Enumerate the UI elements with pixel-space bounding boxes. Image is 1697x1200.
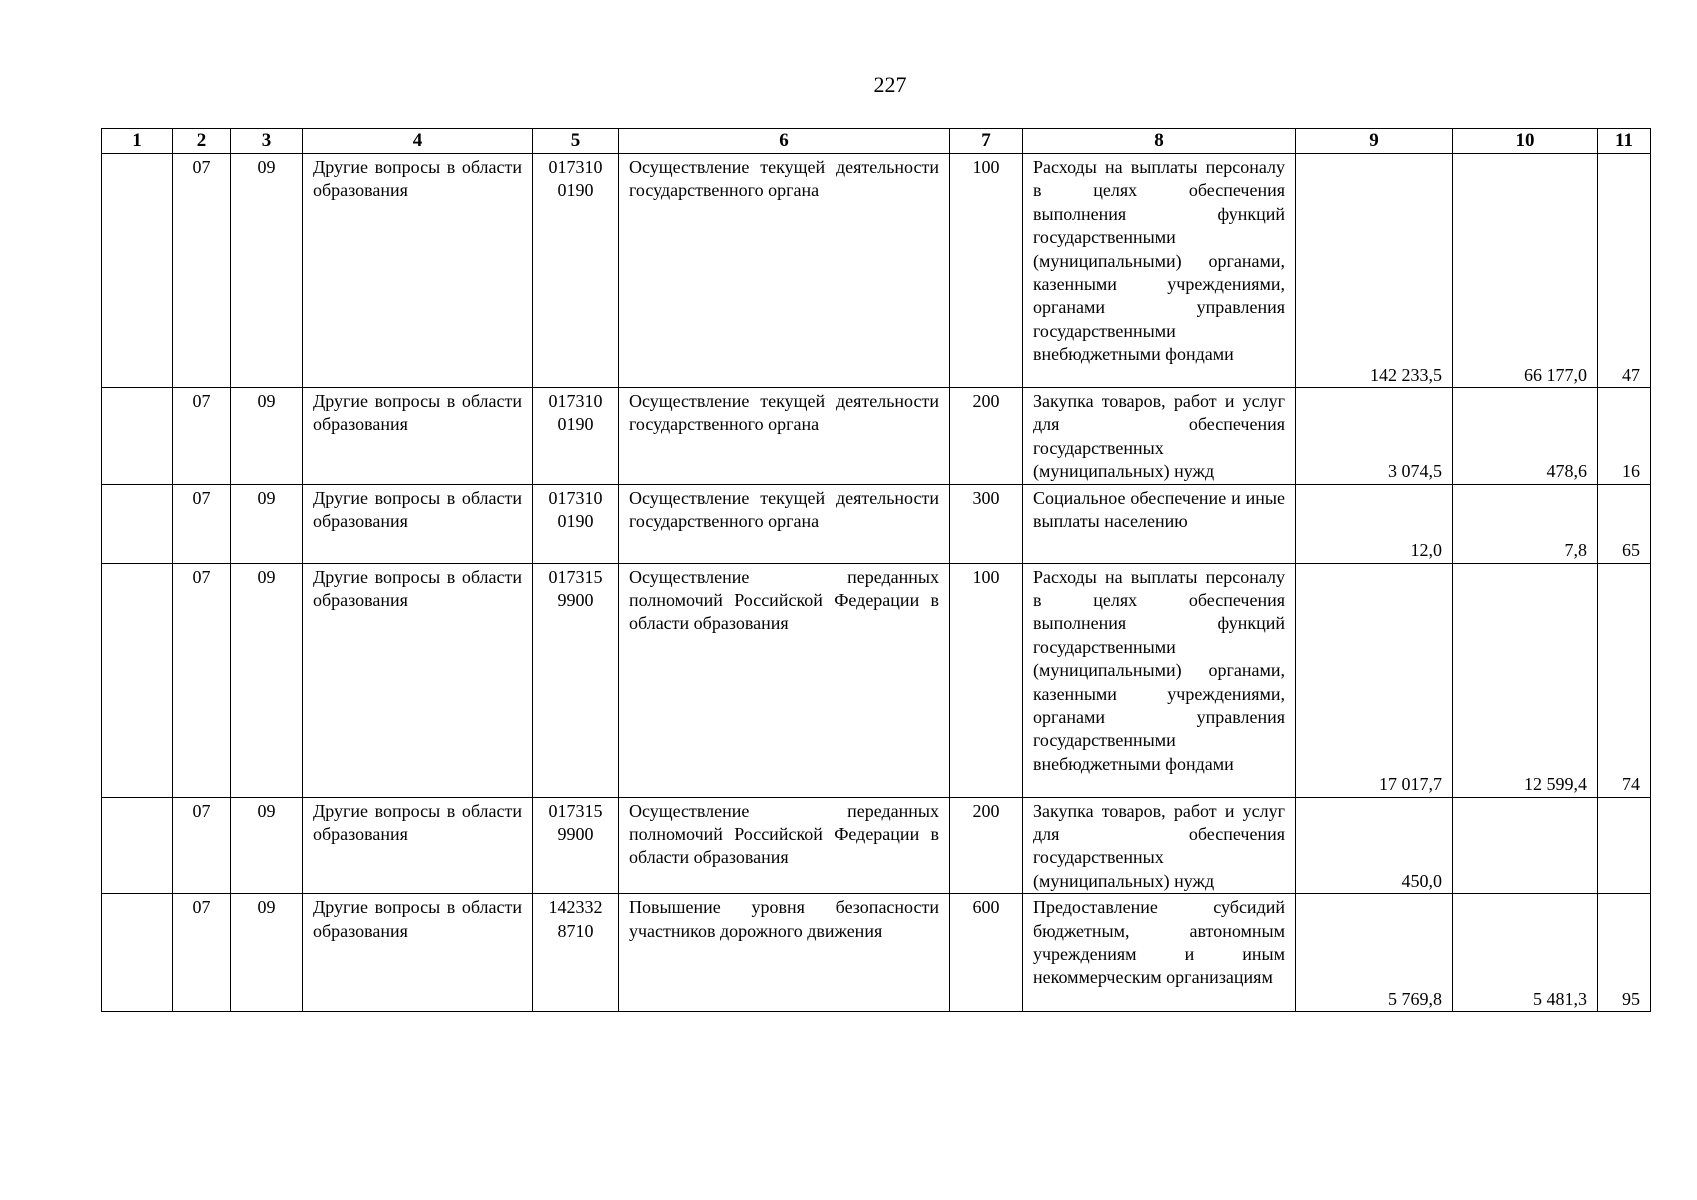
- cell-text: 74: [1622, 774, 1640, 795]
- cell-text: 17 017,7: [1379, 774, 1442, 795]
- cell-percent: [1598, 563, 1651, 797]
- cell-text: 12,0: [1410, 540, 1442, 561]
- cell-subsection: [231, 388, 303, 485]
- cell-col1: [102, 894, 173, 1012]
- column-header: 6: [619, 129, 950, 154]
- cell-target-code: [533, 894, 619, 1012]
- cell-amount-plan: [1296, 797, 1453, 894]
- table-row: [102, 797, 1651, 894]
- cell-text: 09: [257, 897, 276, 918]
- cell-amount-plan: [1296, 563, 1453, 797]
- cell-text: Другие вопросы в области образования: [313, 157, 522, 201]
- cell-percent: [1598, 894, 1651, 1012]
- table-header-row: [102, 129, 1651, 154]
- cell-text: 017310 0190: [548, 487, 603, 532]
- cell-section: [173, 797, 231, 894]
- cell-text: 12 599,4: [1524, 774, 1587, 795]
- table-row: [102, 484, 1651, 563]
- cell-text: 100: [972, 566, 1000, 587]
- cell-text: 100: [972, 157, 1000, 177]
- cell-text: 200: [972, 800, 1000, 821]
- cell-text: 09: [257, 800, 276, 821]
- cell-amount-actual: [1453, 894, 1598, 1012]
- cell-amount-actual: [1453, 797, 1598, 894]
- cell-text: 200: [972, 391, 1000, 411]
- cell-expense-name: [1023, 797, 1296, 894]
- cell-text: 95: [1622, 988, 1640, 1009]
- cell-section: [173, 484, 231, 563]
- cell-text: 07: [192, 897, 211, 918]
- column-header: 11: [1598, 129, 1651, 154]
- budget-table: [101, 128, 1651, 1012]
- cell-subsection: [231, 894, 303, 1012]
- cell-text: 5 481,3: [1533, 988, 1587, 1009]
- cell-text: 450,0: [1401, 870, 1442, 891]
- cell-text: 07: [192, 157, 211, 177]
- cell-col1: [102, 563, 173, 797]
- cell-target-code: [533, 563, 619, 797]
- cell-text: [102, 154, 172, 156]
- cell-section: [173, 563, 231, 797]
- cell-expense-name: [1023, 563, 1296, 797]
- cell-expense-name: [1023, 154, 1296, 388]
- cell-section: [173, 154, 231, 388]
- cell-subsection: [231, 797, 303, 894]
- cell-expense-code: [950, 154, 1023, 388]
- column-header: 10: [1453, 129, 1598, 154]
- cell-amount-actual: [1453, 388, 1598, 485]
- table-row: [102, 388, 1651, 485]
- cell-text: Закупка товаров, работ и услуг для обеспечения государственных (муниципальных) нужд: [1033, 800, 1285, 891]
- cell-text: 3 074,5: [1388, 461, 1442, 482]
- cell-amount-actual: [1453, 563, 1598, 797]
- column-header: 1: [102, 129, 173, 154]
- cell-text: 142 233,5: [1370, 364, 1442, 385]
- cell-percent: [1598, 388, 1651, 485]
- cell-text: 142332 8710: [548, 897, 603, 941]
- cell-text: 07: [192, 800, 211, 821]
- cell-target-code: [533, 797, 619, 894]
- cell-text: 09: [257, 157, 276, 177]
- cell-percent: [1598, 154, 1651, 388]
- cell-text: Расходы на выплаты персоналу в целях обеспечения выполнения функций государственными (муниципальными) органами, казенными учреждениями, органами управления государственными внебюджетными фондами: [1033, 157, 1285, 365]
- cell-text: Другие вопросы в области образования: [313, 800, 522, 845]
- cell-amount-actual: [1453, 154, 1598, 388]
- cell-expense-code: [950, 563, 1023, 797]
- cell-subsection: [231, 154, 303, 388]
- cell-text: 09: [257, 487, 276, 508]
- cell-text: 300: [972, 487, 1000, 508]
- cell-expense-name: [1023, 894, 1296, 1012]
- cell-target-name: [619, 154, 950, 388]
- cell-text: 07: [192, 391, 211, 411]
- cell-text: Другие вопросы в области образования: [313, 487, 522, 532]
- cell-subsection: [231, 484, 303, 563]
- cell-text: [102, 564, 172, 566]
- column-header: 9: [1296, 129, 1453, 154]
- cell-text: Другие вопросы в области образования: [313, 897, 522, 941]
- cell-section-name: [303, 563, 533, 797]
- cell-text: 017310 0190: [548, 391, 603, 435]
- page-number: 227: [873, 72, 907, 97]
- table-row: [102, 154, 1651, 388]
- cell-expense-code: [950, 894, 1023, 1012]
- cell-section-name: [303, 388, 533, 485]
- cell-col1: [102, 484, 173, 563]
- cell-target-name: [619, 484, 950, 563]
- cell-section-name: [303, 484, 533, 563]
- column-header: 7: [950, 129, 1023, 154]
- cell-text: [102, 798, 172, 800]
- cell-text: [102, 894, 172, 896]
- cell-target-name: [619, 563, 950, 797]
- cell-expense-code: [950, 388, 1023, 485]
- cell-expense-name: [1023, 484, 1296, 563]
- cell-section: [173, 894, 231, 1012]
- column-header: 8: [1023, 129, 1296, 154]
- cell-col1: [102, 154, 173, 388]
- cell-text: Другие вопросы в области образования: [313, 391, 522, 435]
- cell-text: [102, 388, 172, 390]
- cell-target-name: [619, 797, 950, 894]
- cell-expense-code: [950, 797, 1023, 894]
- cell-percent: [1598, 484, 1651, 563]
- cell-percent: [1598, 797, 1651, 894]
- cell-text: Закупка товаров, работ и услуг для обеспечения государственных (муниципальных) нужд: [1033, 391, 1285, 482]
- cell-section-name: [303, 894, 533, 1012]
- cell-target-name: [619, 894, 950, 1012]
- cell-col1: [102, 388, 173, 485]
- cell-subsection: [231, 563, 303, 797]
- column-header: 3: [231, 129, 303, 154]
- cell-target-code: [533, 388, 619, 485]
- cell-amount-plan: [1296, 484, 1453, 563]
- cell-text: Осуществление текущей деятельности государственного органа: [629, 487, 939, 532]
- cell-expense-code: [950, 484, 1023, 563]
- cell-text: 7,8: [1564, 540, 1587, 561]
- cell-amount-plan: [1296, 388, 1453, 485]
- cell-text: 16: [1622, 461, 1640, 482]
- budget-table-container: [101, 128, 1651, 1012]
- cell-text: Повышение уровня безопасности участников дорожного движения: [629, 897, 939, 941]
- cell-text: 65: [1622, 540, 1640, 561]
- cell-text: 47: [1622, 364, 1640, 385]
- cell-text: 017310 0190: [548, 157, 603, 201]
- table-row: [102, 894, 1651, 1012]
- cell-amount-actual: [1453, 484, 1598, 563]
- cell-text: 07: [192, 487, 211, 508]
- cell-text: 66 177,0: [1524, 364, 1587, 385]
- cell-section-name: [303, 797, 533, 894]
- cell-text: Расходы на выплаты персоналу в целях обеспечения выполнения функций государственными (муниципальными) органами, казенными учреждениями, органами управления государственными внебюджетными фондами: [1033, 566, 1285, 774]
- cell-amount-plan: [1296, 894, 1453, 1012]
- cell-text: Предоставление субсидий бюджетным, автономным учреждениям и иным некоммерческим организациям: [1033, 897, 1285, 988]
- table-row: [102, 563, 1651, 797]
- cell-text: Осуществление текущей деятельности государственного органа: [629, 157, 939, 201]
- cell-text: 600: [972, 897, 1000, 918]
- cell-text: [102, 485, 172, 487]
- cell-text: 017315 9900: [548, 566, 603, 611]
- cell-expense-name: [1023, 388, 1296, 485]
- cell-text: Осуществление переданных полномочий Российской Федерации в области образования: [629, 800, 939, 868]
- cell-text: 09: [257, 566, 276, 587]
- cell-target-name: [619, 388, 950, 485]
- cell-text: Осуществление переданных полномочий Российской Федерации в области образования: [629, 566, 939, 634]
- cell-amount-plan: [1296, 154, 1453, 388]
- cell-text: 07: [192, 566, 211, 587]
- cell-text: Осуществление текущей деятельности государственного органа: [629, 391, 939, 435]
- cell-target-code: [533, 484, 619, 563]
- cell-target-code: [533, 154, 619, 388]
- cell-col1: [102, 797, 173, 894]
- cell-text: Другие вопросы в области образования: [313, 566, 522, 611]
- cell-section-name: [303, 154, 533, 388]
- cell-text: Социальное обеспечение и иные выплаты населению: [1033, 487, 1285, 532]
- column-header: 5: [533, 129, 619, 154]
- cell-text: 5 769,8: [1388, 988, 1442, 1009]
- column-header: 2: [173, 129, 231, 154]
- column-header: 4: [303, 129, 533, 154]
- cell-text: 09: [257, 391, 276, 411]
- cell-text: 017315 9900: [548, 800, 603, 845]
- cell-text: 478,6: [1546, 461, 1587, 482]
- cell-section: [173, 388, 231, 485]
